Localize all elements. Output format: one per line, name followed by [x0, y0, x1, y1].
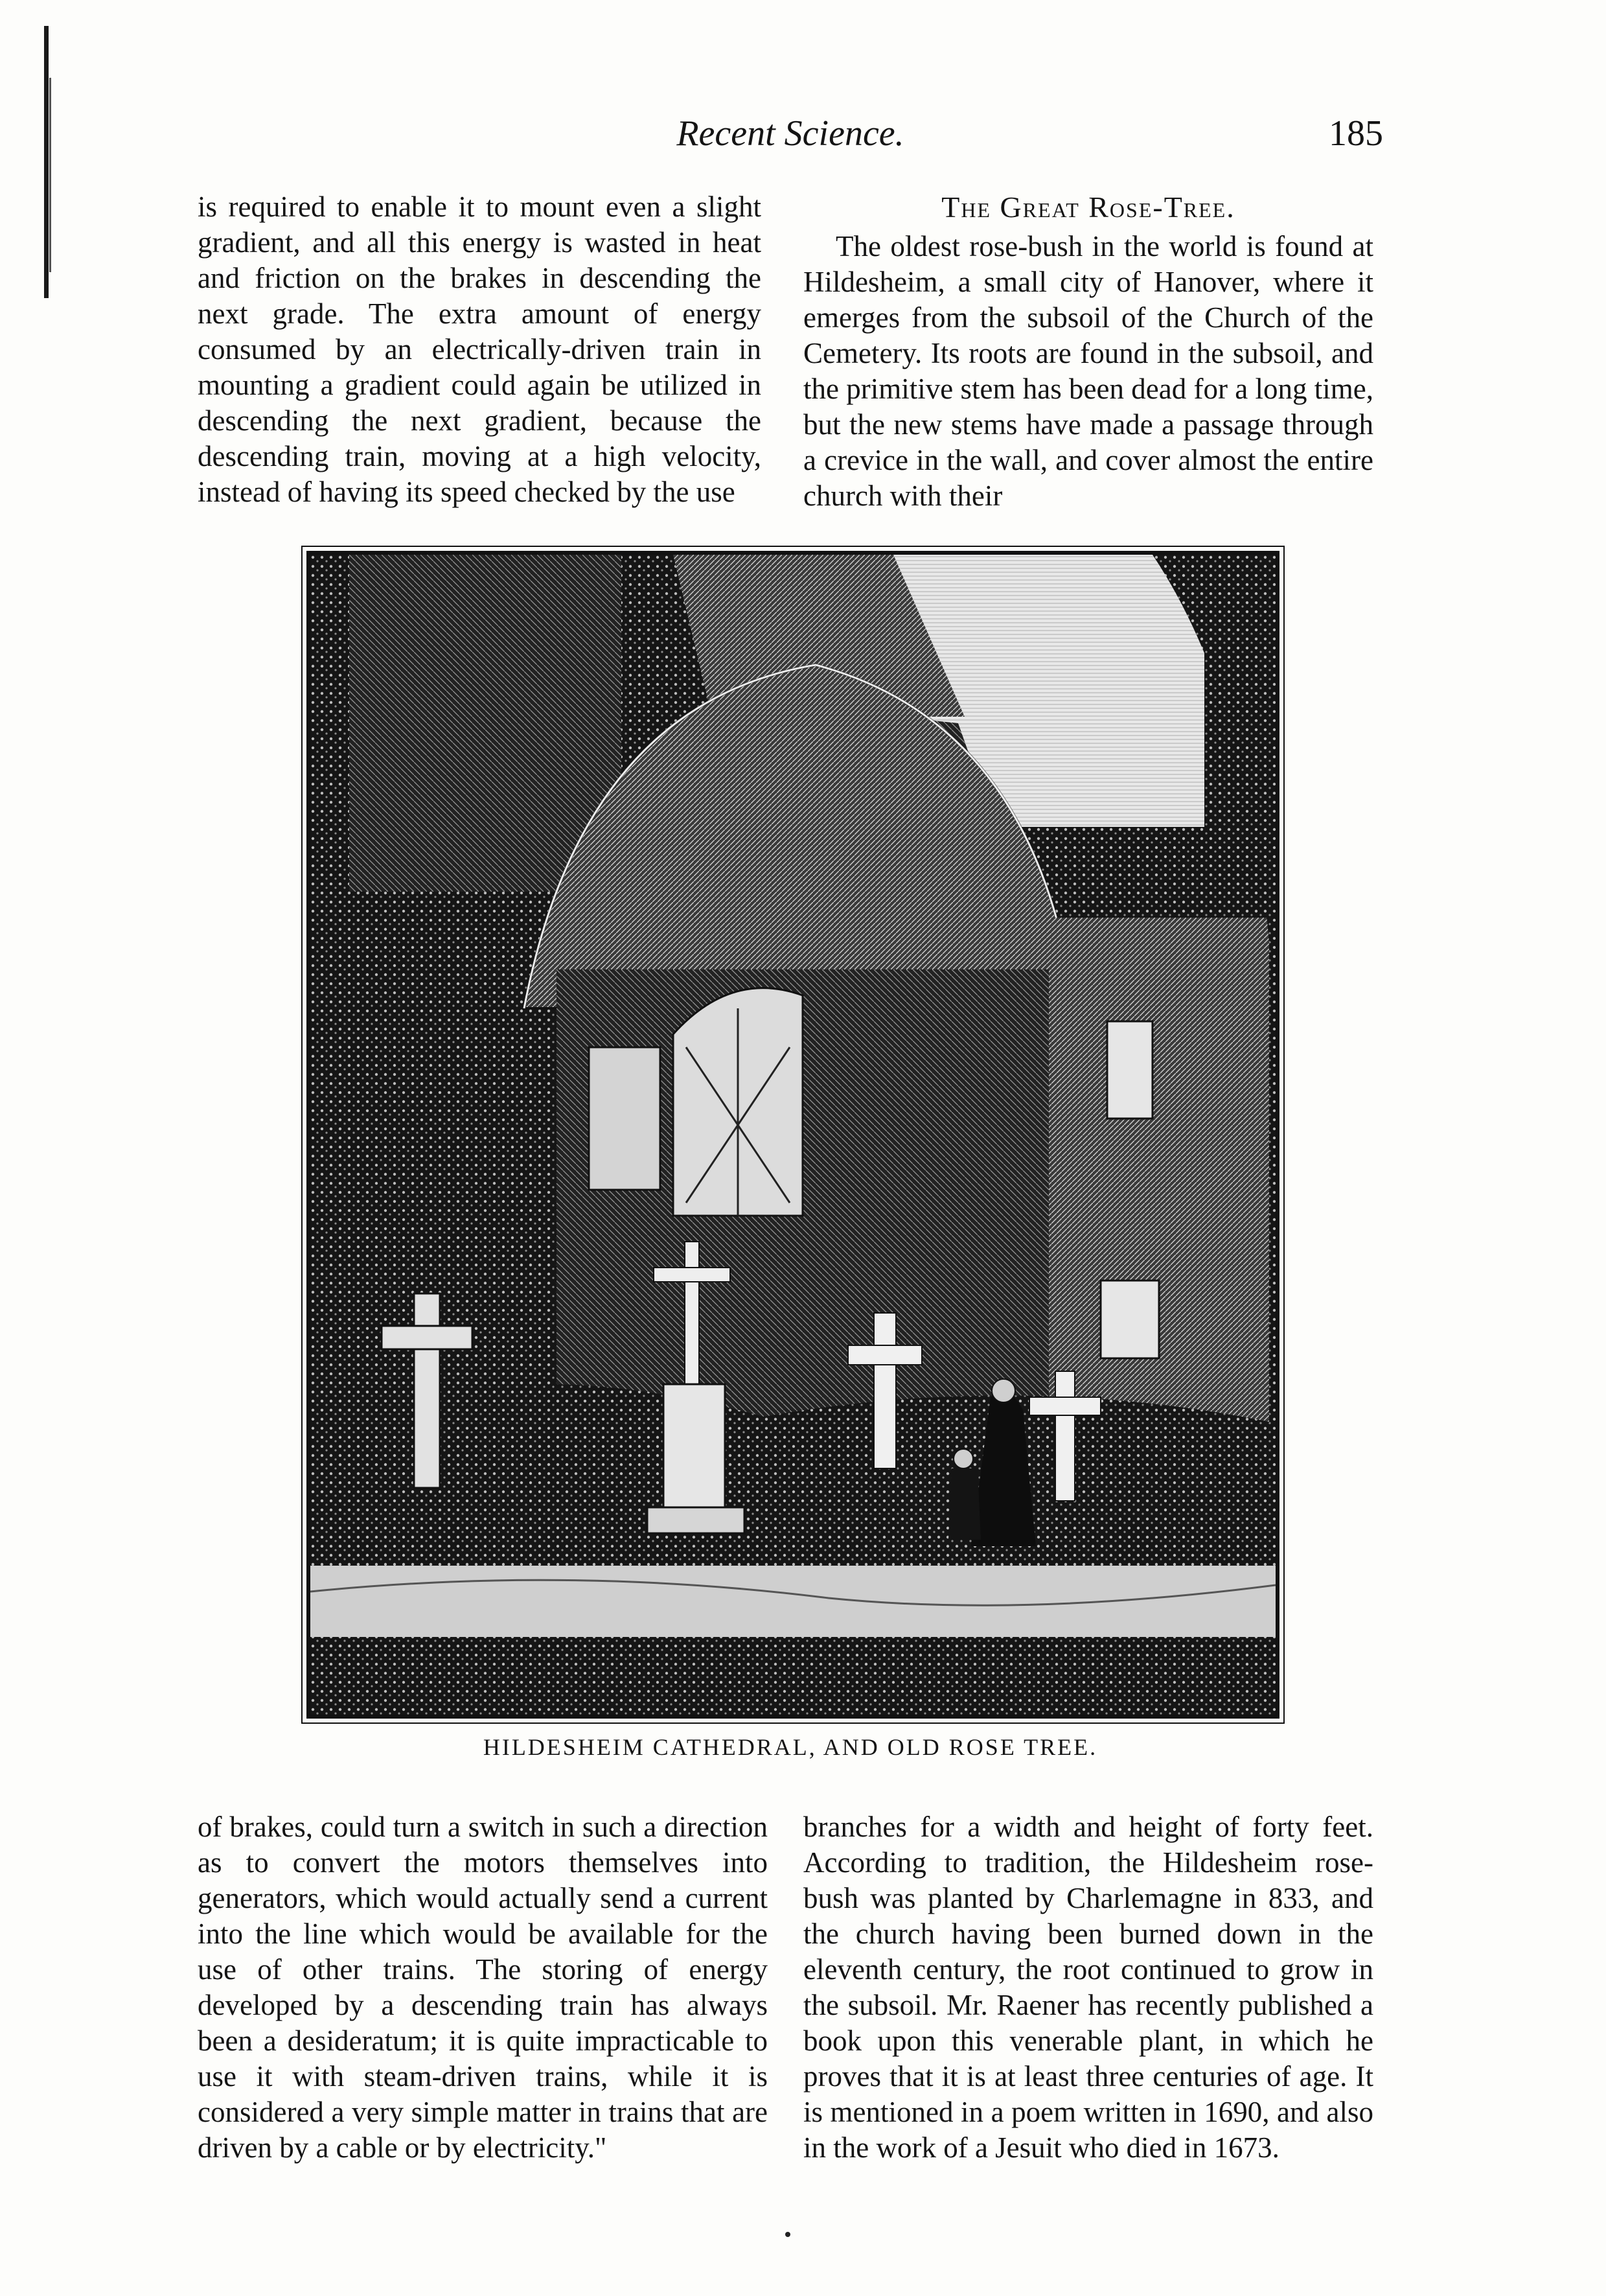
paragraph-text: is required to enable it to mount even a slight gradient, and all this energy is wasted in heat and friction on the brakes in descending the next grade. The extra amount of energy consumed by an electrically-driven train in mounting a gradient could again be utilized in descending the next gradient, because the descending train, moving at a high velocity, instead of having its speed checked by the use: [198, 191, 761, 508]
left-column-top: [198, 189, 761, 510]
paragraph-text: of brakes, could turn a switch in such a direction as to convert the motors themselves into generators, which would actually send a current into the line which would be available for the use of other trains. The storing of energy developed by a descending train has always been a desideratum; it is quite impracticable to use it with steam-driven trains, while it is considered a very simple matter in trains that are driven by a cable or by electricity.": [198, 1811, 768, 2164]
left-column-bottom: [198, 1809, 768, 2166]
printer-dot: [785, 2232, 790, 2237]
page-number: 185: [1329, 113, 1383, 154]
page-header: [198, 110, 1383, 162]
running-title: Recent Science.: [676, 113, 904, 154]
scan-edge-mark: [44, 26, 49, 298]
figure-caption: HILDESHEIM CATHEDRAL, AND OLD ROSE TREE.: [483, 1734, 1098, 1760]
engraving-illustration: [306, 551, 1279, 1719]
paragraph-text: branches for a width and height of forty feet. According to tradition, the Hildesheim rose-bush was planted by Charlemagne in 833, and the church having been burned down in the eleventh century, the root continued to grow in the subsoil. Mr. Raener has recently published a book upon this venerable plant, in which he proves that it is at least three centuries of age. It is mentioned in a poem written in 1690, and also in the work of a Jesuit who died in 1673.: [803, 1811, 1373, 2164]
right-column-top: [803, 189, 1373, 514]
cathedral-engraving-image: [310, 555, 1276, 1715]
scan-edge-mark-secondary: [49, 78, 51, 272]
section-heading: The Great Rose-Tree.: [941, 191, 1235, 224]
paragraph-text: The oldest rose-bush in the world is found at Hildesheim, a small city of Hanover, where it emerges from the subsoil of the Church of the Cemetery. Its roots are found in the subsoil, and the primitive stem has been dead for a long time, but the new stems have made a passage through a crevice in the wall, and cover almost the entire church with their: [803, 230, 1373, 512]
right-column-bottom: [803, 1809, 1373, 2166]
